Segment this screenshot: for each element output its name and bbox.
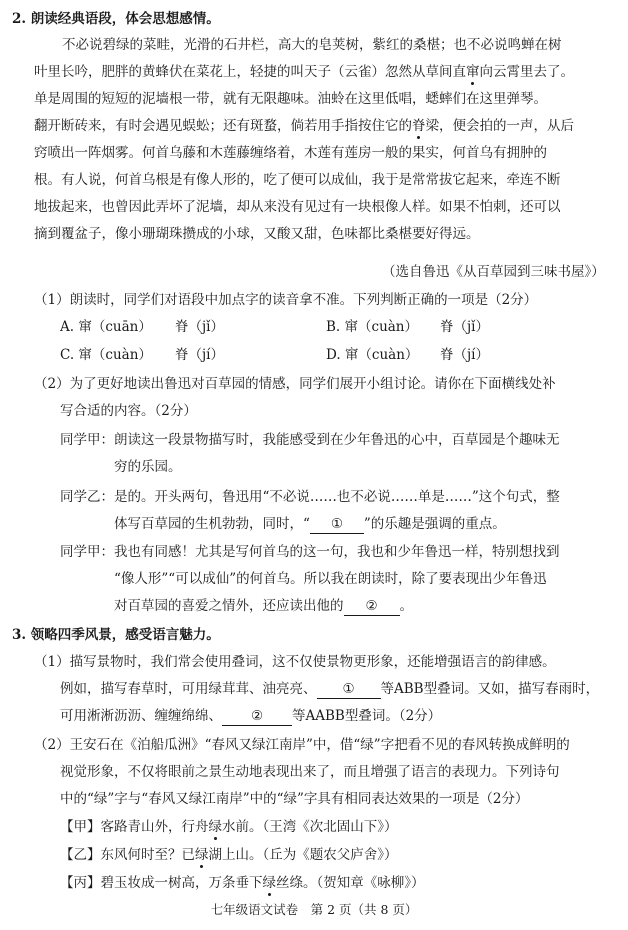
poem-yi[interactable]: 【乙】东风何时至？已绿湖上山。（丘为《题农父庐舍》） xyxy=(60,847,398,863)
speaker-a-2: 同学甲： xyxy=(60,544,114,560)
q2-sub2-stem-2: 写合适的内容。（2分） xyxy=(60,403,197,419)
option-c[interactable]: C. 窜（cuàn） xyxy=(60,347,152,363)
page-footer: 七年级语文试卷 第 2 页（共 8 页） xyxy=(210,902,418,917)
dialogue-a1-line-2: 穷的乐园。 xyxy=(114,459,182,475)
q3-sub1-line-2: 例如，描写春草时，可用绿茸茸、油亮亮、 ① 等ABB型叠词。又如，描写春雨时， xyxy=(60,681,600,697)
option-b[interactable]: B. 窜（cuàn） xyxy=(326,319,419,335)
passage-line-8: 摘到覆盆子，像小珊瑚珠攒成的小球，又酸又甜，色味都比桑椹要好得远。 xyxy=(34,226,480,242)
dialogue-b-line-2: 体写百草园的生机勃勃，同时，“ ① ”的乐趣是强调的重点。 xyxy=(114,516,506,532)
option-d-ji: 脊（jí） xyxy=(440,347,490,363)
passage-line-1: 不必说碧绿的菜畦，光滑的石井栏，高大的皂荚树，紫红的桑椹；也不必说鸣蝉在树 xyxy=(62,37,562,53)
dotted-char-lv: 绿 xyxy=(208,819,222,835)
passage-line-6: 根。有人说，何首乌根是有像人形的，吃了便可以成仙，我于是常常拔它起来，牵连不断 xyxy=(34,172,561,188)
passage-line-4: 翻开断砖来，有时会遇见蜈蚣；还有斑蝥，倘若用手指按住它的脊梁，便会拍的一声，从后 xyxy=(34,118,574,134)
dialogue-b-line-1: 是的。开头两句，鲁迅用“不必说……也不必说……单是……”这个句式，整 xyxy=(114,489,560,505)
option-a[interactable]: A. 窜（cuān） xyxy=(60,319,152,335)
question-3-title: 3. 领略四季风景，感受语言魅力。 xyxy=(12,627,220,643)
blank-1-input[interactable]: ① xyxy=(310,515,364,534)
q3-sub2-line-2: 视觉形象，不仅将眼前之景生动地表现出来了，而且增强了语言的表现力。下列诗句 xyxy=(60,764,560,780)
blank-2-input[interactable]: ② xyxy=(344,597,400,616)
q3-blank-2-input[interactable]: ② xyxy=(222,707,292,726)
dialogue-a2-line-2: “像人形”“可以成仙”的何首乌。所以我在朗读时，除了要表现出少年鲁迅 xyxy=(114,571,547,587)
passage-source: （选自鲁迅《从百草园到三味书屋》） xyxy=(382,264,605,280)
dialogue-a2-line-1: 我也有同感！尤其是写何首乌的这一句，我也和少年鲁迅一样，特别想找到 xyxy=(114,544,560,560)
passage-line-3: 单是周围的短短的泥墙根一带，就有无限趣味。油蛉在这里低唱，蟋蟀们在这里弹琴。 xyxy=(34,91,547,107)
q2-sub1-stem: （1）朗读时，同学们对语段中加点字的读音拿不准。下列判断正确的一项是（2分） xyxy=(34,292,538,308)
q2-sub2-stem-1: （2）为了更好地读出鲁迅对百草园的情感，同学们展开小组讨论。请你在下面横线处补 xyxy=(34,376,556,392)
speaker-b: 同学乙： xyxy=(60,489,114,505)
q3-sub2-line-1: （2）王安石在《泊船瓜洲》“春风又绿江南岸”中，借“绿”字把看不见的春风转换成鲜明的 xyxy=(34,737,570,753)
speaker-a: 同学甲： xyxy=(60,432,114,448)
option-b-ji: 脊（jǐ） xyxy=(440,319,490,335)
q3-sub1-line-1: （1）描写景物时，我们常会使用叠词，这不仅使景物更形象，还能增强语言的韵律感。 xyxy=(34,654,556,670)
option-a-ji: 脊（jǐ） xyxy=(175,319,225,335)
dotted-char-lv: 绿 xyxy=(195,847,209,863)
passage-line-2: 叶里长吟，肥胖的黄蜂伏在菜花上，轻捷的叫天子（云雀）忽然从草间直窜向云霄里去了。 xyxy=(34,64,574,80)
passage-line-7: 地拔起来，也曾因此弄坏了泥墙，却从来没有见过有一块根像人样。如果不怕刺，还可以 xyxy=(34,199,561,215)
dotted-char-lv: 绿 xyxy=(262,875,276,891)
poem-bing[interactable]: 【丙】碧玉妆成一树高，万条垂下绿丝绦。（贺知章《咏柳》） xyxy=(60,875,425,891)
dotted-char-ji: 脊 xyxy=(412,118,426,134)
poem-jia[interactable]: 【甲】客路青山外，行舟绿水前。（王湾《次北固山下》） xyxy=(60,819,398,835)
q3-sub2-line-3: 中的“绿”字与“春风又绿江南岸”中的“绿”字具有相同表达效果的一项是（2分） xyxy=(60,791,529,807)
option-d[interactable]: D. 窜（cuàn） xyxy=(326,347,419,363)
dialogue-a1-line-1: 朗读这一段景物描写时，我能感受到在少年鲁迅的心中，百草园是个趣味无 xyxy=(114,432,560,448)
dialogue-a2-line-3: 对百草园的喜爱之情外，还应读出他的 ② 。 xyxy=(114,598,413,614)
question-2-title: 2. 朗读经典语段，体会思想感情。 xyxy=(12,11,220,27)
q3-sub1-line-3: 可用淅淅沥沥、缠缠绵绵、 ② 等AABB型叠词。（2分） xyxy=(60,708,442,724)
q3-blank-1-input[interactable]: ① xyxy=(317,680,381,699)
option-c-ji: 脊（jí） xyxy=(175,347,225,363)
passage-line-5: 窍喷出一阵烟雾。何首乌藤和木莲藤缠络着，木莲有莲房一般的果实，何首乌有拥肿的 xyxy=(34,145,547,161)
dotted-char-cuan: 窜 xyxy=(466,64,480,80)
